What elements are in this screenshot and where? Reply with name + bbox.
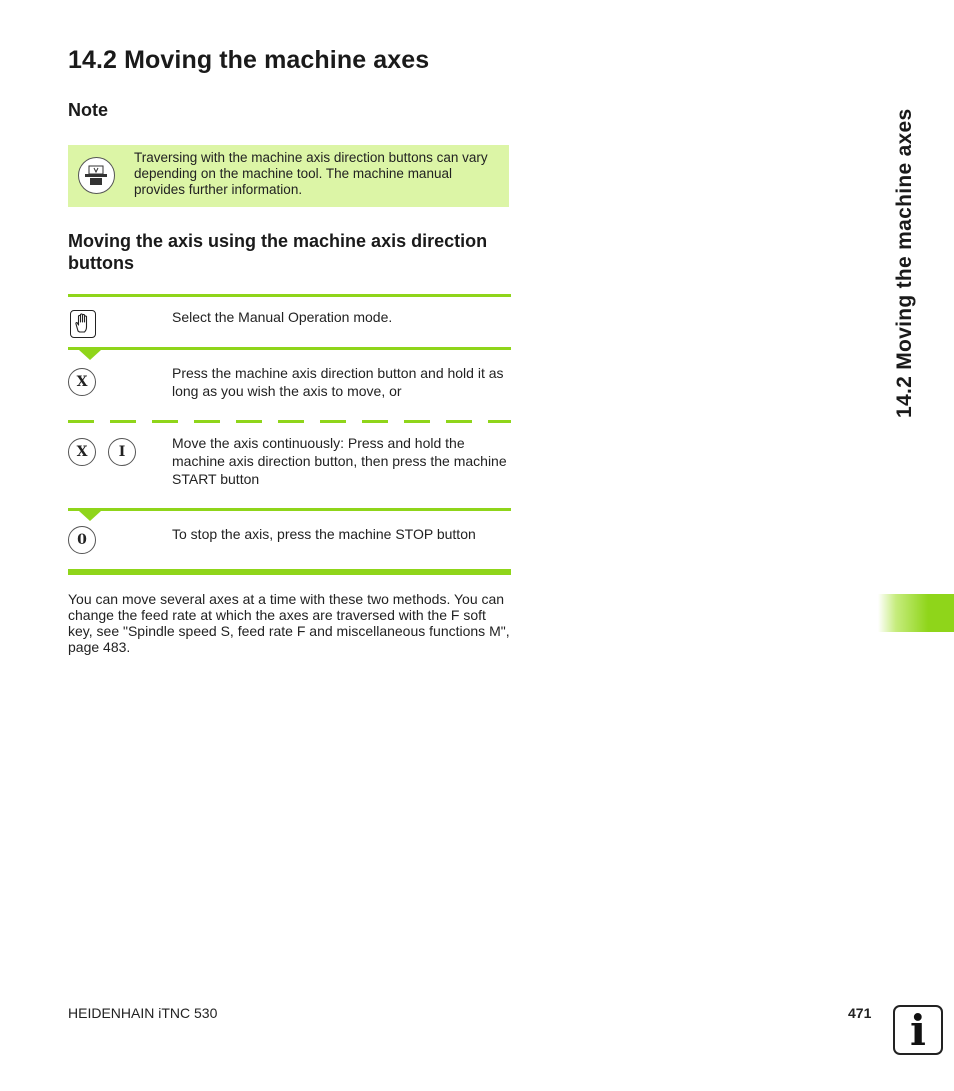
step-rule-bottom [68, 569, 511, 575]
footer-product: HEIDENHAIN iTNC 530 [68, 1005, 218, 1021]
nc-start-key[interactable]: I [108, 438, 136, 466]
machine-manual-icon [78, 157, 115, 194]
x-axis-key[interactable]: X [68, 368, 96, 396]
step-text: Move the axis continuously: Press and hold the machine axis direction button, then press the machine START button [172, 435, 507, 487]
sidebar-chapter-title: 14.2 Moving the machine axes [893, 108, 916, 418]
note-heading: Note [68, 100, 108, 120]
chapter-tab [878, 594, 954, 632]
step-text: Press the machine axis direction button and hold it as long as you wish the axis to move, or [172, 365, 504, 399]
manual-operation-icon[interactable] [70, 310, 96, 338]
step-rule-top [68, 294, 511, 297]
info-icon: i [893, 1005, 943, 1055]
step-text: To stop the axis, press the machine STOP button [172, 526, 476, 542]
step-arrow [79, 350, 101, 360]
step-text: Select the Manual Operation mode. [172, 309, 393, 325]
note-text: Traversing with the machine axis direction buttons can vary depending on the machine tool. The machine manual provides further information. [134, 150, 488, 197]
section-title: 14.2 Moving the machine axes [68, 46, 430, 74]
stop-key[interactable]: 0 [68, 526, 96, 554]
step-arrow [79, 511, 101, 521]
subsection-title: Moving the axis using the machine axis direction buttons [68, 231, 488, 273]
step-rule [68, 508, 511, 511]
body-paragraph: You can move several axes at a time with these two methods. You can change the feed rate at which the axes are traversed with the F soft key, see "Spindle speed S, feed rate F and miscellaneous functions M", page 483. [68, 591, 510, 655]
step-rule [68, 347, 511, 350]
page-number: 471 [848, 1005, 872, 1021]
alternative-separator [68, 420, 511, 423]
x-axis-key[interactable]: X [68, 438, 96, 466]
note-box [68, 145, 509, 207]
